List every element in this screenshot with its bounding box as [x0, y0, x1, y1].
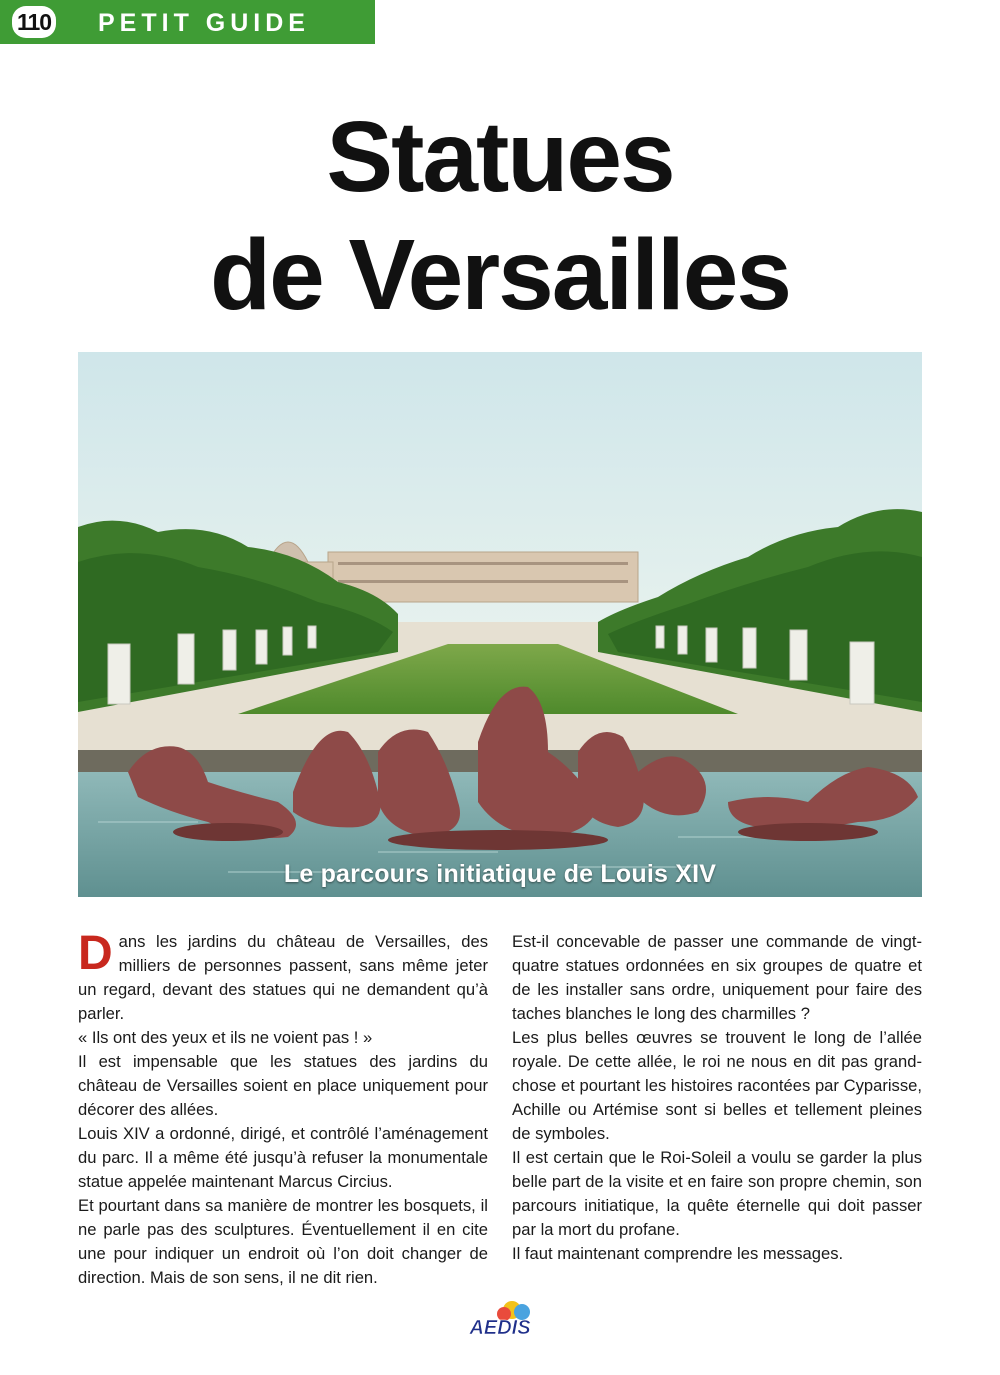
- paragraph: Est-il concevable de passer une commande de vingt-quatre statues ordonnées en six groupes de quatre et de les installer sans ordre, uniquement pour faire des taches blanches le long des charmilles ?: [512, 932, 922, 1023]
- body-column-right: [512, 930, 922, 1266]
- cover-photo-illustration: [78, 352, 922, 897]
- publisher-logo: [462, 1298, 538, 1340]
- book-title-line-2: de Versailles: [209, 219, 790, 331]
- series-name: PETIT GUIDE: [98, 9, 310, 37]
- aedis-logo-icon: [462, 1298, 538, 1340]
- paragraph: [78, 927, 488, 1026]
- book-title: [0, 98, 1000, 334]
- dropcap: D: [78, 927, 113, 980]
- cover-photo: [78, 352, 922, 897]
- paragraph: Il est impensable que les statues des jardins du château de Versailles soient en place uniquement pour décorer des allées.: [78, 1052, 488, 1119]
- photo-caption: Le parcours initiatique de Louis XIV: [283, 860, 717, 888]
- publisher-logo-text: AEDIS: [469, 1317, 531, 1339]
- paragraph: Il est certain que le Roi-Soleil a voulu se garder la plus belle part de la visite et en faire son propre chemin, son parcours initiatique, la quête éternelle qui doit passer par la mort du profane.: [512, 1148, 922, 1239]
- paragraph: Il faut maintenant comprendre les messages.: [512, 1244, 844, 1263]
- book-title-line-1: Statues: [326, 101, 674, 213]
- paragraph: « Ils ont des yeux et ils ne voient pas ! »: [78, 1028, 373, 1047]
- paragraph: Louis XIV a ordonné, dirigé, et contrôlé l’aménagement du parc. Il a même été jusqu’à refuser la monumentale statue appelée maintenant Marcus Circius.: [78, 1124, 488, 1191]
- paragraph: Et pourtant dans sa manière de montrer les bosquets, il ne parle pas des sculptures. Éventuellement il en cite une pour indiquer un endroit où l’on doit changer de direction. Mais de son sens, il ne dit rien.: [78, 1196, 488, 1287]
- paragraph-text: ans les jardins du château de Versailles, des milliers de personnes passent, sans même jeter un regard, devant des statues qui ne demandent qu’à parler.: [78, 932, 488, 1023]
- body-column-left: [78, 927, 488, 1290]
- paragraph: Les plus belles œuvres se trouvent le long de l’allée royale. De cette allée, le roi ne nous en dit pas grand-chose et pourtant les histoires racontées par Cyparisse, Achille ou Artémise sont si belles et tellement pleines de symboles.: [512, 1028, 922, 1143]
- series-band: [0, 0, 375, 44]
- series-number: 110: [12, 6, 56, 38]
